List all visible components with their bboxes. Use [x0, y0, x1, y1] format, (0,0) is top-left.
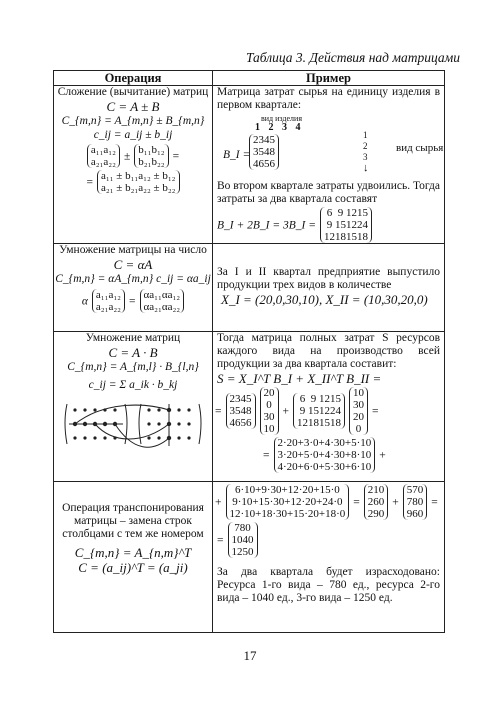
sum-a-cell: 3·20+5·0+4·30+8·10	[277, 449, 372, 461]
matrix-3b1-row	[324, 207, 368, 219]
matrix-3b1-cell: 9	[326, 219, 333, 231]
matrix-3b1-cell: 15	[345, 231, 357, 243]
matrix-b1-cell: 4	[253, 158, 259, 170]
matrix-3b1-cell: 24	[356, 219, 368, 231]
matrix-b2-cell: 9	[310, 393, 317, 405]
sum-b-row	[230, 508, 346, 520]
ex-formula: S = X_I^T B_I + X_II^T B_II =	[217, 371, 382, 386]
ex-text: За I и II квартал предприятие выпустило продукции трех видов в количестве	[217, 266, 440, 291]
matrix-b2-cell: 12	[319, 393, 330, 405]
result-1-row	[368, 484, 385, 496]
matrix-b1-cell: 5	[240, 417, 246, 429]
column-index: 1 2 3 4	[255, 122, 301, 133]
row-index-item: 3	[363, 152, 368, 162]
matrix-3b1-cell: 12	[323, 231, 335, 243]
sum-a-cell: 4·20+6·0+5·30+6·10	[277, 461, 372, 473]
expansion-line-2: = 2·20+3·0+4·30+5·10 3·20+5·0+4·30+8·10 4·20+6·0+5·30+6·10 +	[263, 437, 386, 473]
matrix-b1-cell: 5	[264, 158, 270, 170]
table-row	[54, 244, 445, 332]
example-cell	[213, 86, 445, 244]
table-caption: Таблица 3. Действия над матрицами	[245, 50, 460, 65]
header-operation: Операция	[54, 71, 213, 86]
matrix-b1-cell: 3	[235, 393, 241, 405]
matrix-b1-cell: 2	[229, 393, 235, 405]
row-column-diagram	[63, 400, 203, 452]
result-2-row	[407, 484, 424, 496]
matrix-b1-cell: 6	[269, 158, 275, 170]
vector-x2-row	[353, 411, 364, 423]
header-example: Пример	[213, 71, 445, 86]
vector-x1-row	[264, 387, 275, 399]
sum-a-row	[278, 449, 372, 461]
matrix-b2-cell: 15	[330, 393, 341, 405]
matrix-b1-cell: 8	[269, 146, 275, 158]
example-cell	[213, 482, 445, 633]
op-title: Сложение (вычитание) матриц	[57, 86, 209, 98]
matrix-b1-row	[230, 417, 252, 429]
matrix-b2-cell: 12	[319, 405, 330, 417]
sum-a-row	[278, 437, 372, 449]
vector-x1-cell: 0	[266, 399, 272, 411]
op-formula-3: c_ij = Σ a_ik · b_kj	[88, 379, 178, 391]
matrix-b2-cell: 18	[308, 417, 319, 429]
matrix-b2-row	[297, 393, 341, 405]
vector-x2-row	[353, 387, 364, 399]
matrix-b1-cell: 5	[258, 146, 264, 158]
vector-x1-row	[264, 423, 275, 435]
sum-a-cell: 2·20+3·0+4·30+5·10	[277, 437, 372, 449]
matrix-b2-cell: 6	[299, 393, 306, 405]
matrix-b1-cell: 6	[235, 417, 241, 429]
raw-label: вид сырья	[396, 142, 444, 154]
example-cell	[213, 332, 445, 482]
matrix-3b1-cell: 6	[326, 207, 333, 219]
operation-cell	[54, 482, 213, 633]
result-1-cell: 290	[367, 508, 385, 520]
result-1-cell: 210	[367, 484, 385, 496]
sum-b-cell: 9·10+15·30+12·20+24·0	[232, 496, 343, 508]
vector-x1-cell: 10	[263, 423, 275, 435]
op-formula-3: c_ij = a_ij ± b_ij	[93, 129, 173, 141]
operations-table	[53, 70, 445, 633]
page-number: 17	[243, 648, 257, 663]
table-row	[54, 86, 445, 244]
vector-x1-cell: 30	[263, 411, 275, 423]
matrix-b2-cell: 24	[330, 405, 341, 417]
matrix-3b1-cell: 15	[334, 219, 346, 231]
matrix-b1-cell: 4	[264, 146, 270, 158]
matrix-3b1-cell: 15	[356, 207, 368, 219]
sum-b-cell: 12·10+18·30+15·20+18·0	[229, 508, 346, 520]
expansion-line-3: + 6·10+9·30+12·20+15·0 9·10+15·30+12·20+24·0 12·10+18·30+15·20+18·0 = 210 260 290 + 570 780 960 =	[215, 484, 438, 520]
matrix-b1-cell: 6	[258, 158, 264, 170]
matrix-b2-cell: 9	[299, 405, 306, 417]
matrix-b1-cell: 8	[246, 405, 252, 417]
matrix-b1-cell: 5	[269, 134, 275, 146]
result-1-row	[368, 508, 385, 520]
result-2-row	[407, 496, 424, 508]
matrix-b1-cell: 4	[229, 417, 235, 429]
matrix-b1-row	[230, 405, 252, 417]
matrix-b1-row	[253, 158, 275, 170]
op-matrix-scalar: α a₁₁ a₁₂ a₂₁ a₂₂ = αa₁₁ αa₁₂ αa₂₁ αa₂₂	[54, 289, 212, 313]
op-title: Операция транспонирования матрицы – замена строк столбцами с тем же номером	[62, 502, 204, 540]
matrix-b1-cell: 5	[246, 393, 252, 405]
vector-x1-row	[264, 399, 275, 411]
result-1-cell: 260	[367, 496, 385, 508]
matrix-b1-cell: 4	[240, 405, 246, 417]
vector-x1-row	[264, 411, 275, 423]
matrix-b2-cell: 15	[319, 417, 330, 429]
matrix-3b1	[320, 207, 372, 243]
matrix-3b1-cell: 12	[345, 207, 357, 219]
ex-text-2: Во втором квартале затраты удвоились. Тогда затраты за два квартала составят	[217, 180, 440, 205]
matrix-b2-cell: 15	[308, 405, 319, 417]
matrix-3b1-cell: 12	[345, 219, 357, 231]
ex-text-1: Матрица затрат сырья на единицу изделия в первом квартале:	[217, 86, 440, 111]
row-index: 1 2 3 ↓	[363, 130, 369, 174]
ex-text: За два квартала будет израсходовано: Ресурса 1-го вида – 780 ед., ресурса 2-го вида – 1040 ед., 3-го вида – 1250 ед.	[217, 566, 440, 604]
matrix-3b1-cell: 18	[356, 231, 368, 243]
matrix-b1-cell: 5	[235, 405, 241, 417]
matrix-3b1-row	[324, 219, 368, 231]
result-1-row	[368, 496, 385, 508]
vector-x2-cell: 0	[355, 423, 362, 435]
sum-a-row	[278, 461, 372, 473]
op-formula: C = A · B	[108, 345, 158, 360]
matrix-name: B_I =	[223, 149, 251, 161]
matrix-b1-cell: 3	[258, 134, 264, 146]
matrix-b1-cell: 3	[229, 405, 235, 417]
matrix-3b1-cell: 18	[334, 231, 346, 243]
example-cell	[213, 244, 445, 332]
table-header-row	[54, 71, 445, 86]
matrix-b1-cell: 3	[253, 146, 259, 158]
result-total-cell: 1250	[231, 546, 254, 558]
matrix-b1-row	[253, 134, 275, 146]
op-formula-2: C_{m,n} = αA_{m,n} c_ij = αa_ij	[55, 273, 211, 285]
matrix-b1-cell: 4	[264, 134, 270, 146]
matrix-b1-cell: 6	[246, 417, 252, 429]
vector-x2-cell: 10	[353, 387, 364, 399]
result-total-row	[232, 546, 254, 558]
operation-cell	[54, 86, 213, 244]
ex-text: Тогда матрица полных затрат S ресурсов каждого вида на производство всей продукции за два квартала составит:	[217, 332, 440, 370]
matrix-b1-cell: 4	[240, 393, 246, 405]
matrix-3b1-cell: 9	[337, 207, 344, 219]
vector-x2-cell: 20	[353, 411, 364, 423]
op-formula: C_{m,n} = A_{n,m}^T	[74, 545, 192, 560]
result-total-cell: 1040	[231, 534, 254, 546]
ex-formula: X_I = (20,0,30,10), X_II = (10,30,20,0)	[221, 292, 428, 307]
product-label: вид изделия	[261, 114, 302, 123]
result-total-row	[232, 534, 254, 546]
result-2-row	[407, 508, 424, 520]
result-total-cell: 780	[234, 522, 251, 534]
expansion-line-1: = 2 3 4 5 3 5 4 8 4 6 5 6 20 0 30 10 + 6 9 12 15 9 15 12 24 12 18 15 18 10 30 20 0 =	[215, 387, 379, 435]
op-title: Умножение матрицы на число	[59, 244, 207, 256]
sum-b-cell: 6·10+9·30+12·20+15·0	[235, 484, 340, 496]
row-index-item: 1	[363, 130, 368, 140]
operation-cell	[54, 244, 213, 332]
op-title: Умножение матриц	[85, 332, 181, 344]
result-line: = 780 1040 1250	[213, 522, 444, 558]
matrix-b2-row	[297, 417, 341, 429]
vector-x2-cell: 30	[353, 399, 364, 411]
matrix-b1-row	[253, 146, 275, 158]
multiplication-diagram	[54, 400, 212, 457]
matrix-b2-row	[297, 405, 341, 417]
row-index-item: 2	[363, 141, 368, 151]
op-formula-2: C_{m,n} = A_{m,l} · B_{l,n}	[67, 361, 199, 373]
matrix-b2-cell: 12	[297, 417, 308, 429]
vector-x2-row	[353, 399, 364, 411]
vector-x1-cell: 20	[263, 387, 275, 399]
result-2-cell: 960	[406, 508, 424, 520]
matrix-b2-cell: 18	[330, 417, 341, 429]
ex-formula-2: B_I + 2B_I = 3B_I =	[217, 219, 316, 232]
result-2-cell: 780	[406, 496, 424, 508]
op-formula-2: C = (a_ij)^T = (a_ji)	[78, 560, 188, 575]
op-formula-2: C_{m,n} = A_{m,n} ± B_{m,n}	[61, 115, 205, 127]
op-matrix-sum: a₁₁ a₁₂ a₂₁ a₂₂ ± b₁₁ b₁₂ b₂₁ b₂₂ =	[54, 144, 212, 168]
matrix-3b1-row	[324, 231, 368, 243]
op-formula: C = αA	[113, 257, 153, 272]
sum-b-row	[230, 496, 346, 508]
result-total-row	[232, 522, 254, 534]
table-row	[54, 482, 445, 633]
table-row	[54, 332, 445, 482]
matrix-b1	[249, 134, 279, 170]
op-matrix-result: = a₁₁ ± b₁₁ a₁₂ ± b₁₂ a₂₁ ± b₂₁ a₂₂ ± b₂₂	[54, 170, 212, 194]
result-2-cell: 570	[406, 484, 424, 496]
operation-cell	[54, 332, 213, 482]
vector-x2-row	[353, 423, 364, 435]
op-formula: C = A ± B	[106, 99, 160, 114]
matrix-b1-row	[230, 393, 252, 405]
matrix-b1-cell: 2	[253, 134, 259, 146]
sum-b-row	[230, 484, 346, 496]
